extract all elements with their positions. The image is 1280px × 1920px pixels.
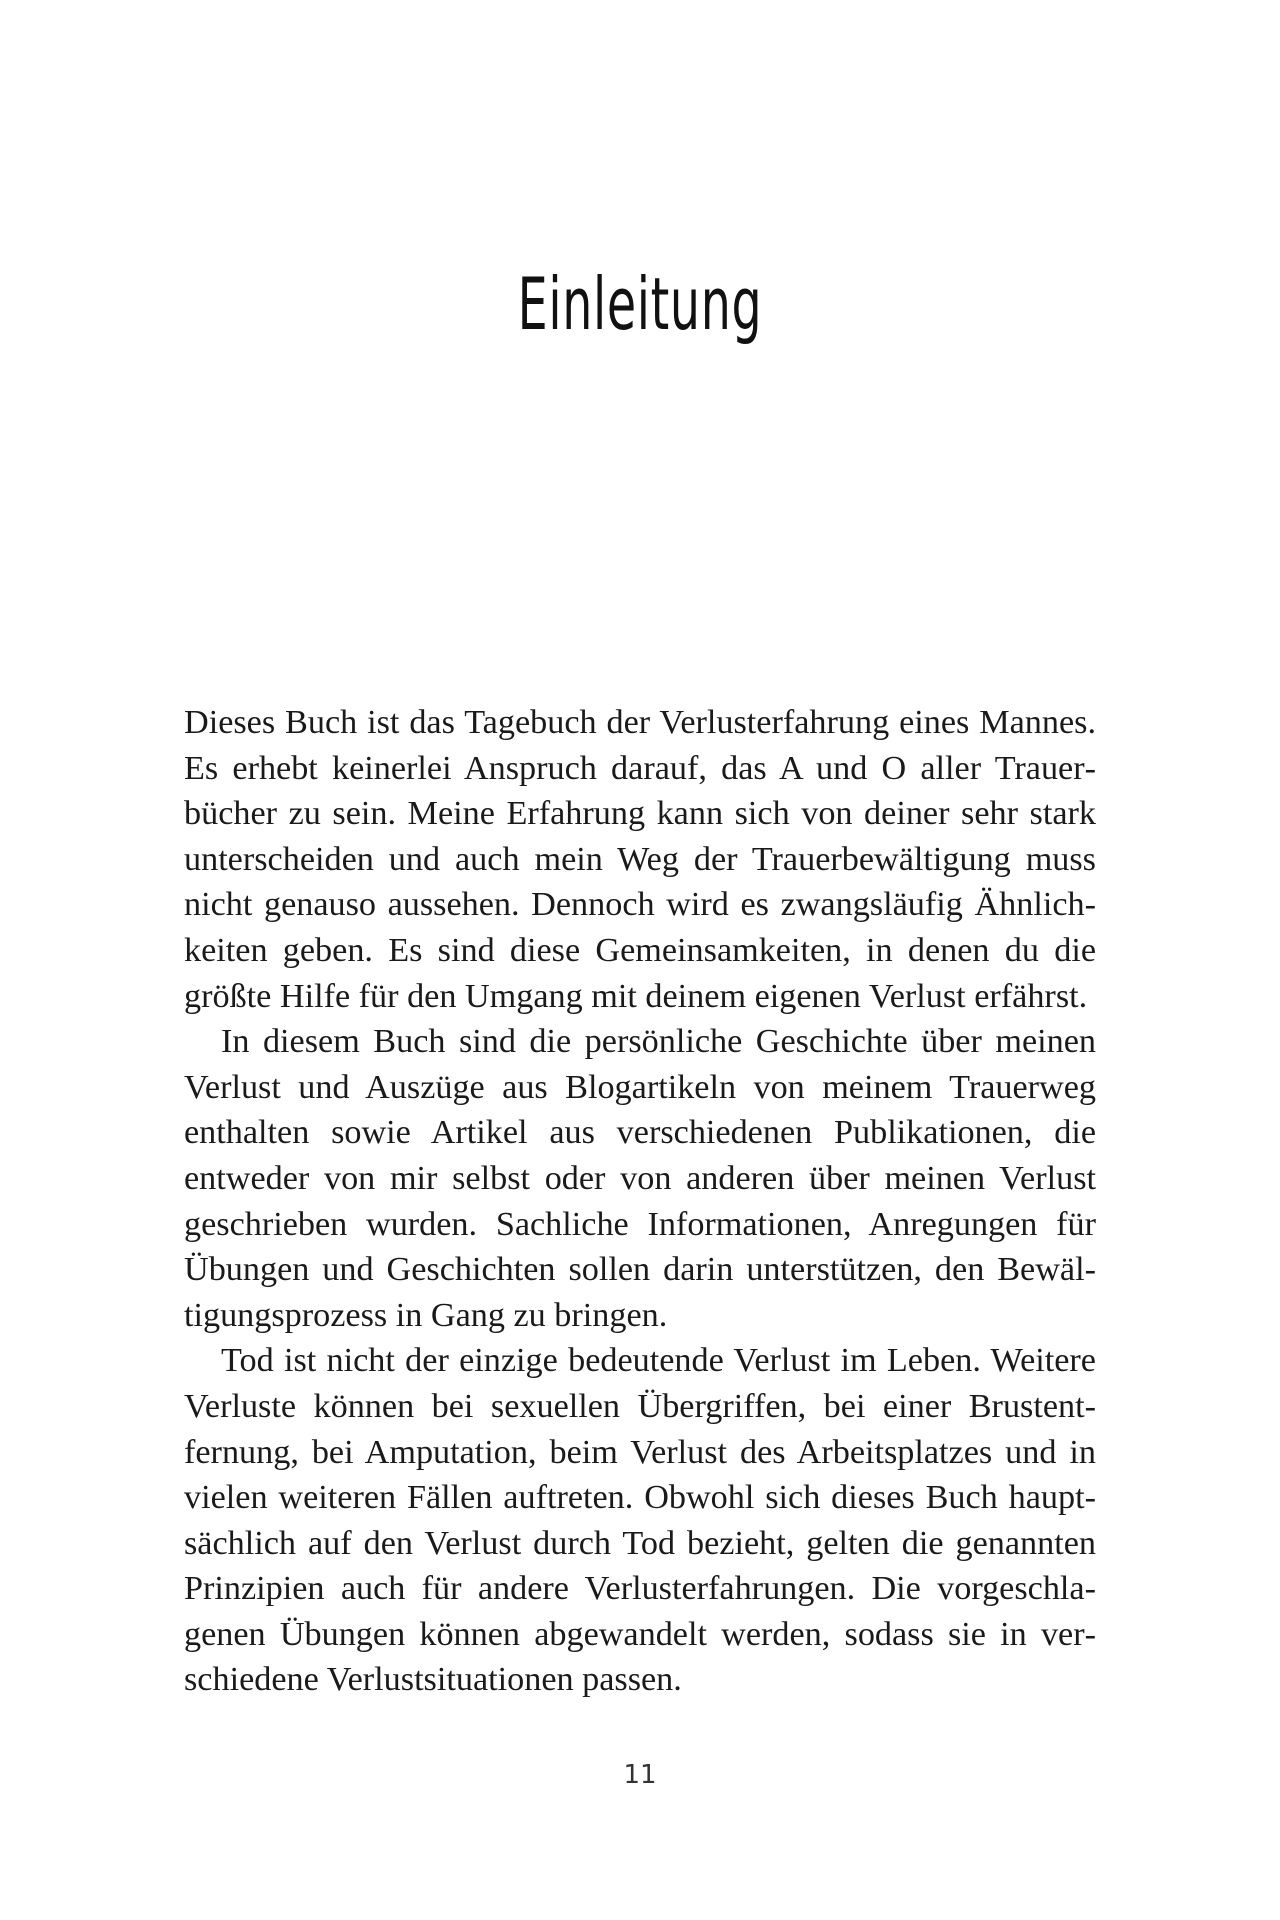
paragraph-1: Dieses Buch ist das Tagebuch der Verlusterfahrung eines Mannes. Es erhebt keinerlei Anspruch darauf, das A und O aller Trauerbücher zu sein. Meine Erfahrung kann sich von deiner sehr stark unterscheiden und auch mein Weg der Trauerbewältigung muss nicht genauso aussehen. Dennoch wird es zwangsläufig Ähnlichkeiten geben. Es sind diese Gemeinsamkeiten, in denen du die größte Hilfe für den Umgang mit deinem eigenen Verlust erfährst. xyxy=(184,704,1096,1015)
paragraph-3: Tod ist nicht der einzige bedeutende Verlust im Leben. Weitere Verluste können bei sexuellen Übergriffen, bei einer Brustentfernung, bei Amputation, beim Verlust des Arbeitsplatzes und in vielen weiteren Fällen auftreten. Obwohl sich dieses Buch hauptsächlich auf den Verlust durch Tod bezieht, gelten die genannten Prinzipien auch für andere Verlusterfahrungen. Die vorgeschlagenen Übungen können abgewandelt werden, sodass sie in verschiedene Verlustsituationen passen. xyxy=(184,1342,1096,1699)
page-number: 11 xyxy=(623,1760,657,1790)
paragraph-2: In diesem Buch sind die persönliche Geschichte über meinen Verlust und Auszüge aus Blogartikeln von meinem Trauerweg enthalten sowie Artikel aus verschiedenen Publikationen, die entweder von mir selbst oder von anderen über meinen Verlust geschrieben wurden. Sachliche Informationen, Anregungen für Übungen und Geschichten sollen darin unterstützen, den Bewältigungsprozess in Gang zu bringen. xyxy=(184,1023,1096,1334)
chapter-title: Einleitung xyxy=(517,262,763,346)
body-text xyxy=(184,700,1096,1703)
